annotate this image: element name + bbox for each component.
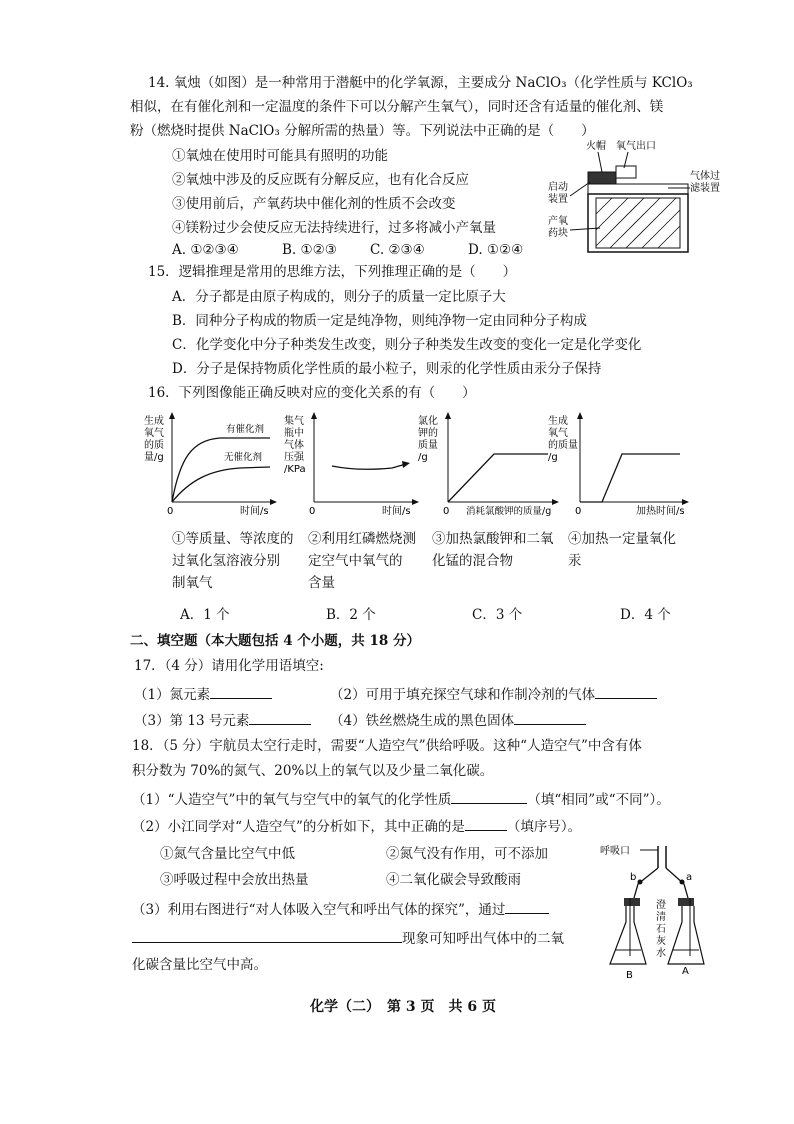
q17-part2-text: （2）可用于填充探空气球和作制冷剂的气体 — [330, 687, 596, 703]
graph1-curve-catalyst: 有催化剂 — [226, 424, 265, 435]
q18-part3-text: （3）利用右图进行“对人体吸入空气和呼出气体的探究”，通过 — [132, 902, 506, 918]
q14-line2: 相似，在有催化剂和一定温度的条件下可以分解产生氧气），同时还含有适量的催化剂、镁 — [130, 99, 664, 115]
graph2-ylabel-4: 压强 — [284, 452, 304, 463]
q17-part4-text: （4）铁丝燃烧生成的黑色固体 — [330, 713, 515, 729]
q17-part3-text: （3）第 13 号元素 — [134, 713, 250, 729]
q18-part1 — [132, 789, 670, 809]
q18-part1-hint: （填“相同”或“不同”）。 — [527, 792, 670, 808]
caption3-line2: 化锰的混合物 — [432, 553, 513, 569]
q18-part3-blank-b[interactable] — [132, 928, 402, 943]
q14-option2: ②氧烛中涉及的反应既有分解反应，也有化合反应 — [172, 172, 469, 188]
q18-part2-hint: （填序号）。 — [506, 819, 582, 835]
graph2-ylabel-2: 瓶中 — [284, 428, 304, 439]
caption4-line1: ④加热一定量氧化 — [568, 531, 676, 547]
graph3-ylabel-1: 氯化 — [418, 416, 438, 427]
q18-option1: ①氮气含量比空气中低 — [160, 846, 295, 862]
q16-graph-3 — [414, 408, 564, 520]
q16-graph-2 — [282, 408, 422, 520]
q16-choice-d: D．4 个 — [620, 607, 671, 623]
q18-line2: 积分数为 70%的氮气、20%以上的氧气以及少量二氧化碳。 — [132, 763, 494, 779]
graph4-xlabel: 加热时间/s — [636, 506, 685, 517]
q15-option-a: A．分子都是由原子构成的，则分子的质量一定比原子大 — [172, 289, 506, 305]
q16-caption-2 — [308, 528, 416, 594]
q16-graph-1 — [140, 408, 280, 520]
graph4-ylabel-2: 氧气 — [548, 428, 568, 439]
q18-part3-line2 — [132, 928, 564, 948]
caption2-line3: 含量 — [308, 575, 335, 591]
q16-choice-b: B．2 个 — [326, 607, 376, 623]
graph1-ylabel-3: 的质 — [144, 440, 164, 451]
q17-part4-blank[interactable] — [514, 710, 586, 725]
graph1-origin: 0 — [167, 506, 174, 517]
q18-option2: ②氮气没有作用，可不添加 — [386, 846, 548, 862]
q14-line1: 14. 氧烛（如图）是一种常用于潜艇中的化学氧源，主要成分 NaClO₃（化学性质与 KClO₃ — [148, 75, 693, 91]
fig2-label-b: b — [630, 872, 637, 883]
fig2-limewater-3: 石 — [656, 924, 666, 935]
fig-label-filter-1: 气体过 — [690, 171, 720, 182]
q17-part1-text: （1）氮元素 — [134, 687, 211, 703]
q17-part2 — [330, 684, 657, 704]
graph3-ylabel-2: 钾的 — [418, 428, 438, 439]
section-2-heading: 二、填空题（本大题包括 4 个小题，共 18 分） — [130, 633, 420, 649]
graph3-ylabel-4: /g — [418, 452, 428, 463]
fig2-label-mouthpiece: 呼吸口 — [600, 846, 630, 857]
graph3-origin: 0 — [443, 506, 450, 517]
oxygen-candle-figure — [540, 138, 720, 260]
fig-label-block-1: 产氧 — [548, 216, 568, 227]
q15-option-d: D．分子是保持物质化学性质的最小粒子，则汞的化学性质由汞分子保持 — [172, 361, 602, 377]
q18-part2 — [132, 816, 581, 836]
q16-choice-a: A．1 个 — [180, 607, 230, 623]
q14-option4: ④镁粉过少会使反应无法持续进行，过多将减小产氧量 — [172, 220, 496, 236]
fig-label-start-1: 启动 — [548, 182, 568, 193]
q16-stem: 16．下列图像能正确反映对应的变化关系的有（ ） — [148, 385, 476, 401]
q14-choice-c: C. ②③④ — [370, 242, 425, 258]
q16-caption-1 — [172, 528, 294, 594]
q14-line3: 粉（燃烧时提供 NaClO₃ 分解所需的热量）等。下列说法中正确的是（ ） — [130, 123, 595, 139]
page-footer: 化学（二） 第 3 页 共 6 页 — [310, 999, 496, 1015]
graph4-origin: 0 — [575, 506, 582, 517]
q18-part3-blank-a[interactable] — [505, 899, 549, 914]
graph1-ylabel-2: 氧气 — [144, 428, 164, 439]
fig2-limewater-2: 清 — [656, 912, 666, 923]
q17-part2-blank[interactable] — [595, 684, 657, 699]
graph2-ylabel-5: /KPa — [284, 464, 306, 475]
q18-part3-text-b: 现象可知呼出气体中的二氧 — [402, 931, 564, 947]
graph1-curve-no-catalyst: 无催化剂 — [224, 452, 263, 463]
breathing-apparatus-figure — [598, 838, 710, 980]
q14-choice-d: D. ①②④ — [468, 242, 524, 258]
q17-stem: 17．（4 分）请用化学用语填空: — [134, 658, 324, 674]
q17-part1 — [134, 684, 272, 704]
fig-label-block-2: 药块 — [548, 228, 568, 239]
caption2-line2: 定空气中氧气的 — [308, 553, 403, 569]
q17-part3 — [134, 710, 311, 730]
graph2-xlabel: 时间/s — [382, 506, 411, 517]
q18-part1-blank[interactable] — [451, 789, 527, 804]
q18-part3-line1 — [132, 899, 549, 919]
q18-part1-text: （1）“人造空气”中的氧气与空气中的氧气的化学性质 — [132, 792, 452, 808]
fig-label-filter-2: 滤装置 — [690, 183, 720, 194]
q18-option3: ③呼吸过程中会放出热量 — [160, 872, 309, 888]
graph3-xlabel: 消耗氯酸钾的质量/g — [466, 506, 552, 517]
q16-choice-c: C．3 个 — [472, 607, 523, 623]
fig2-limewater-5: 水 — [656, 948, 666, 959]
q15-option-b: B．同种分子构成的物质一定是纯净物，则纯净物一定由同种分子构成 — [172, 313, 587, 329]
graph1-xlabel: 时间/s — [240, 506, 269, 517]
q14-option3: ③使用前后，产氧药块中催化剂的性质不会改变 — [172, 196, 456, 212]
caption1-line1: ①等质量、等浓度的 — [172, 531, 294, 547]
caption1-line3: 制氧气 — [172, 575, 213, 591]
fig-label-start-2: 装置 — [548, 194, 568, 205]
caption3-line1: ③加热氯酸钾和二氧 — [432, 531, 554, 547]
q15-option-c: C．化学变化中分子种类发生改变，则分子种类发生改变的变化一定是化学变化 — [172, 337, 642, 353]
q17-part3-blank[interactable] — [249, 710, 311, 725]
q16-caption-4 — [568, 528, 676, 572]
fig-label-outlet: 氧气出口 — [616, 141, 656, 152]
q17-part1-blank[interactable] — [210, 684, 272, 699]
fig2-limewater-1: 澄 — [656, 900, 666, 911]
graph2-ylabel-1: 集气 — [284, 416, 304, 427]
q14-choice-a: A. ①②③④ — [172, 242, 239, 258]
q17-part4 — [330, 710, 586, 730]
fig2-limewater-4: 灰 — [656, 936, 666, 947]
q15-stem: 15．逻辑推理是常用的思维方法，下列推理正确的是（ ） — [148, 264, 517, 280]
q18-part2-text: （2）小江同学对“人造空气”的分析如下，其中正确的是 — [132, 819, 465, 835]
graph4-ylabel-4: /g — [548, 452, 558, 463]
q18-part3-line3: 化碳含量比空气中高。 — [132, 957, 267, 973]
caption1-line2: 过氧化氢溶液分别 — [172, 553, 280, 569]
fig-label-fire-cap: 火帽 — [586, 141, 606, 152]
graph4-ylabel-3: 的质量 — [548, 440, 578, 451]
q18-option4: ④二氧化碳会导致酸雨 — [386, 872, 521, 888]
graph1-ylabel-4: 量/g — [144, 452, 164, 463]
q14-choice-b: B. ①②③ — [282, 242, 337, 258]
graph4-ylabel-1: 生成 — [548, 416, 568, 427]
fig2-label-B: B — [626, 970, 633, 980]
graph3-ylabel-3: 质量 — [418, 440, 438, 451]
q16-caption-3 — [432, 528, 554, 572]
graph1-ylabel-1: 生成 — [144, 416, 164, 427]
graph2-ylabel-3: 气体 — [284, 440, 304, 451]
fig2-label-a: a — [686, 872, 693, 883]
caption2-line1: ②利用红磷燃烧测 — [308, 531, 416, 547]
graph2-origin: 0 — [309, 506, 316, 517]
q16-graph-4 — [544, 408, 694, 520]
fig2-label-A: A — [682, 966, 689, 977]
q18-part2-blank[interactable] — [465, 816, 507, 831]
caption4-line2: 汞 — [568, 553, 582, 569]
q14-option1: ①氧烛在使用时可能具有照明的功能 — [172, 148, 388, 164]
q18-line1: 18．（5 分）宇航员太空行走时，需要“人造空气”供给呼吸。这种“人造空气”中含有体 — [132, 738, 642, 754]
